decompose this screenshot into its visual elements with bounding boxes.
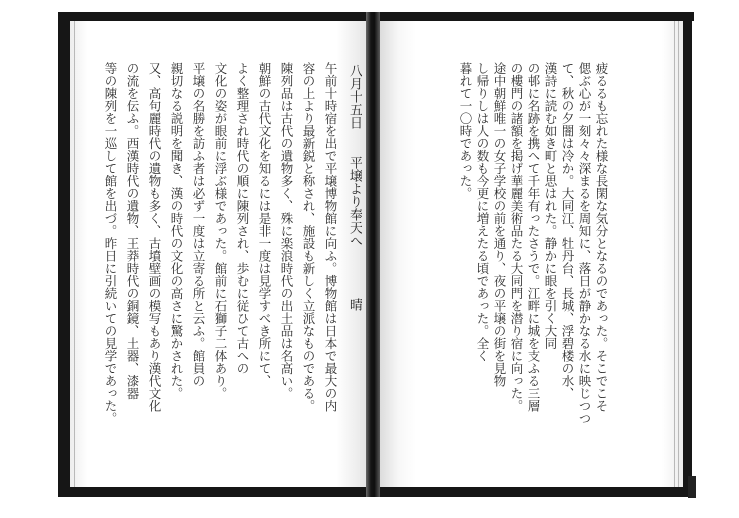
right-page-text-column: の樓門の諸額を掲げ華麗美術品たる大同門を潜り宿に向った。 — [509, 62, 524, 412]
right-page-text-column: 漢詩に読む如き町と思はれた。静かに眼を引く大同 — [543, 62, 558, 350]
diary-header-weather: 晴 — [347, 298, 362, 311]
right-page-text-column: 暮れて一〇時であった。 — [458, 62, 473, 200]
notebook-left-cover-edge — [58, 12, 70, 497]
page-edge-line — [74, 21, 75, 487]
left-page-text-column: 等の陳列を一巡して館を出づ。昨日に引続いての見学であった。 — [103, 62, 118, 425]
page-edge-line — [678, 21, 679, 487]
left-page-text-column: 午前十時宿を出で平壌博物館に向ふ。博物館は日本で最大の内 — [323, 62, 338, 412]
right-page-text-column: て、秋の夕闇は冷か。大同江、牡丹台、長城、浮碧楼の水、 — [560, 62, 575, 400]
notebook-corner-mark — [688, 476, 696, 498]
left-page-text-column: 文化の姿が眼前に浮ぶ様であった。館前に石獅子二体あり。 — [213, 62, 228, 400]
left-page-text-column: 陳列品は古代の遺物多く、殊に楽浪時代の出土品は名高い。 — [279, 62, 294, 400]
right-page-text-column: の邨に名跡を携へて千年有ったさうで。江畔に城を支ふる三層 — [526, 62, 541, 412]
left-page-text-column: の流を伝ふ。西漢時代の遺物、王莽時代の銅鏡、土器、漆器 — [125, 62, 140, 400]
notebook-spine — [366, 12, 380, 497]
left-page-text-column: 平壌の名勝を訪ふ者は必ず一度は立寄る所と云ふ。館員の — [191, 62, 206, 387]
diary-header-route: 平壌より奉天へ — [347, 156, 362, 247]
right-page-text-column: 疲るるも忘れた様な長閑な気分となるのであった。そこでこそ — [594, 62, 609, 412]
diary-header-date: 八月十五日 — [347, 64, 362, 129]
left-page-text-column: 朝鮮の古代文化を知るには是非一度は見学すべき所にて、 — [257, 62, 272, 387]
right-page-text-column: 偲ぶ心が一刻々々深まるを周知に、落日が静かなる水に映じつつ — [577, 62, 592, 425]
right-page-text-column: 途中朝鮮唯一の女子学校の前を通り、夜の平壌の街を見物 — [492, 62, 507, 387]
left-page-text-column: 容の上より最新鋭と称され、施設も新しく立派なものである。 — [301, 62, 316, 412]
right-page-text-column: し帰りしは人の数も今更に増えたる頃であった。全く — [475, 62, 490, 362]
left-page-text-column: 親切なる説明を聞き、漢の時代の文化の高さに驚かされた。 — [169, 62, 184, 400]
notebook-right-cover-edge — [683, 12, 692, 497]
left-page-text-column: 又、高句麗時代の遺物も多く、古墳壁画の模写もあり漢代文化 — [147, 62, 162, 412]
left-page-text-column: よく整理され時代の順に陳列され、歩むに従ひて古への — [235, 62, 250, 375]
page-edge-line — [674, 21, 675, 487]
